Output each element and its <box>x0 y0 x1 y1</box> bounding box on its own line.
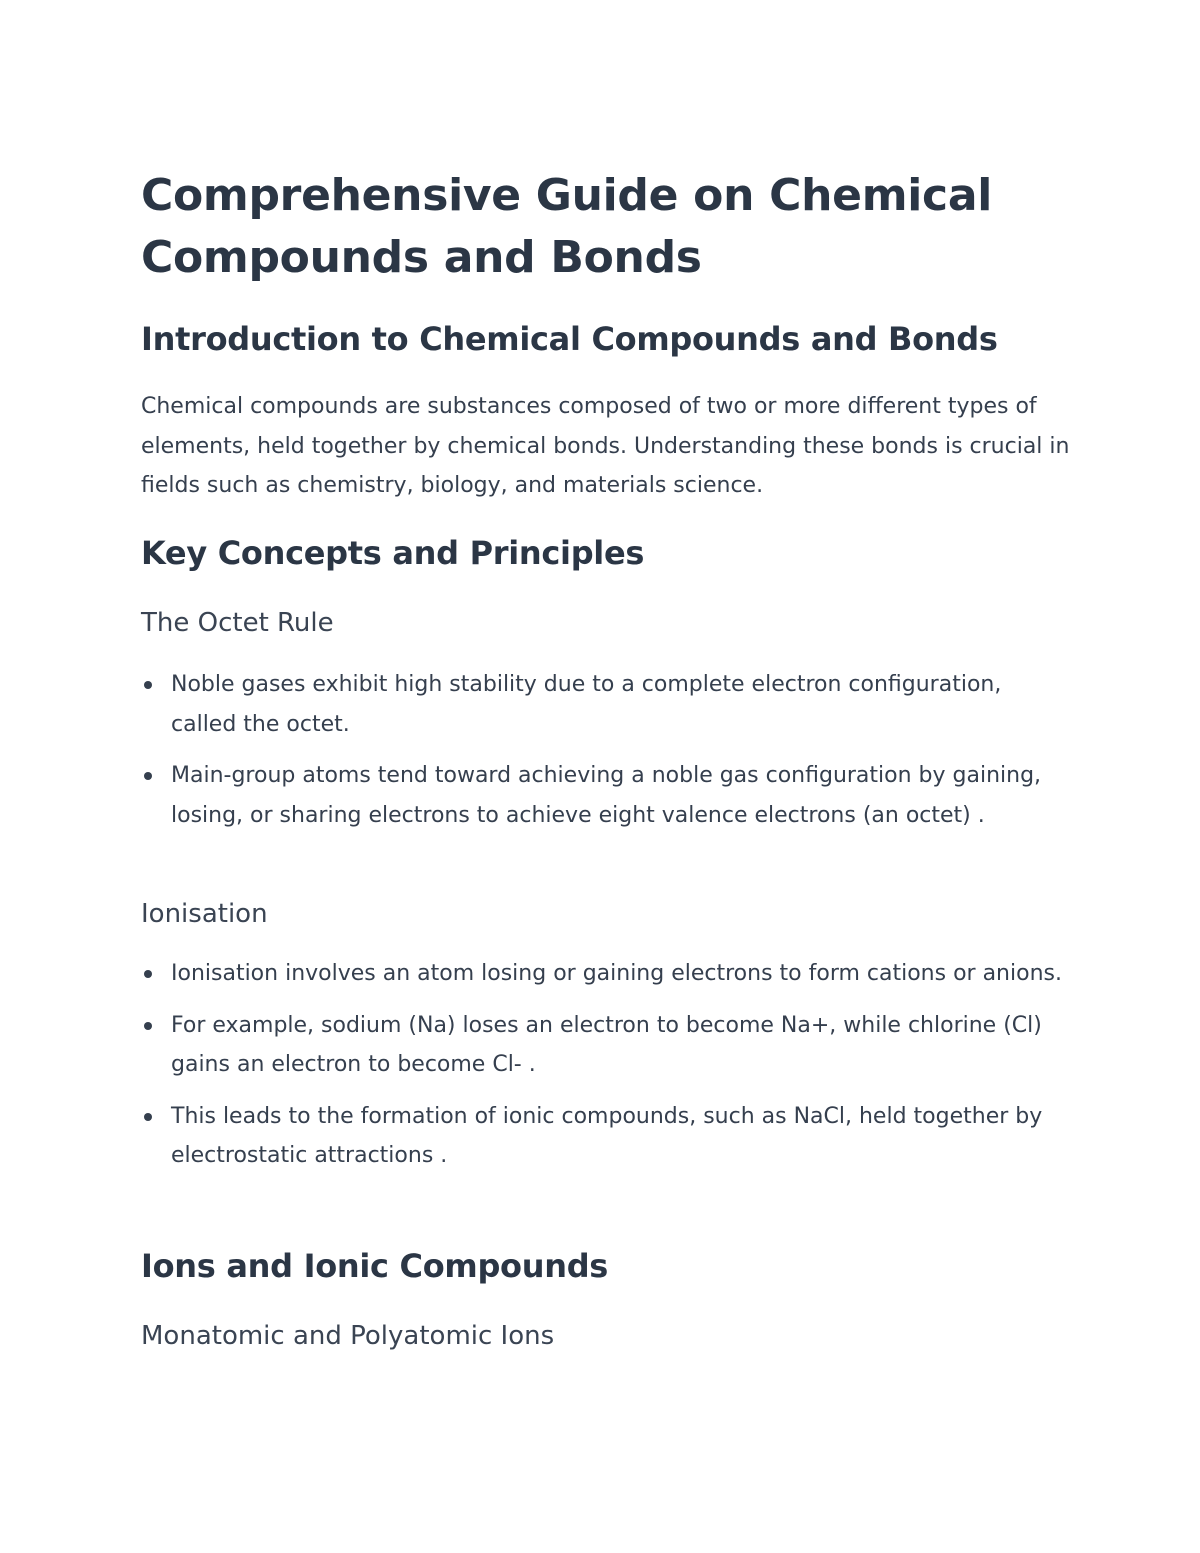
document-title: Comprehensive Guide on Chemical Compounds and Bonds <box>141 170 992 283</box>
ionisation-heading: Ionisation <box>141 899 268 929</box>
list-item <box>141 1006 1071 1085</box>
bullet-icon <box>144 681 152 689</box>
list-item-text: Noble gases exhibit high stability due to a complete electron configuration, called the octet. <box>171 672 1002 737</box>
intro-heading: Introduction to Chemical Compounds and Bonds <box>141 320 998 358</box>
list-item <box>141 665 1071 744</box>
ions-heading: Ions and Ionic Compounds <box>141 1247 609 1285</box>
bullet-icon <box>144 1022 152 1030</box>
ions-subheading: Monatomic and Polyatomic Ions <box>141 1321 555 1351</box>
list-item-text: For example, sodium (Na) loses an electron to become Na+, while chlorine (Cl) gains an electron to become Cl- . <box>171 1012 1042 1077</box>
list-item <box>141 954 1071 994</box>
list-item-text: Ionisation involves an atom losing or gaining electrons to form cations or anions. <box>171 961 1062 986</box>
list-item <box>141 756 1071 835</box>
ionisation-list <box>141 954 1071 1188</box>
key-concepts-heading: Key Concepts and Principles <box>141 534 645 572</box>
bullet-icon <box>144 970 152 978</box>
octet-rule-list <box>141 665 1071 847</box>
intro-paragraph: Chemical compounds are substances composed of two or more different types of elements, held together by chemical bonds. Understanding these bonds is crucial in fields such as chemistry, biology, and materials science. <box>141 394 1070 498</box>
list-item <box>141 1097 1071 1176</box>
bullet-icon <box>144 772 152 780</box>
list-item-text: This leads to the formation of ionic compounds, such as NaCl, held together by electrostatic attractions . <box>171 1103 1043 1168</box>
list-item-text: Main-group atoms tend toward achieving a noble gas configuration by gaining, losing, or sharing electrons to achieve eight valence electrons (an octet) . <box>171 763 1042 828</box>
bullet-icon <box>144 1113 152 1121</box>
octet-rule-heading: The Octet Rule <box>141 608 334 638</box>
